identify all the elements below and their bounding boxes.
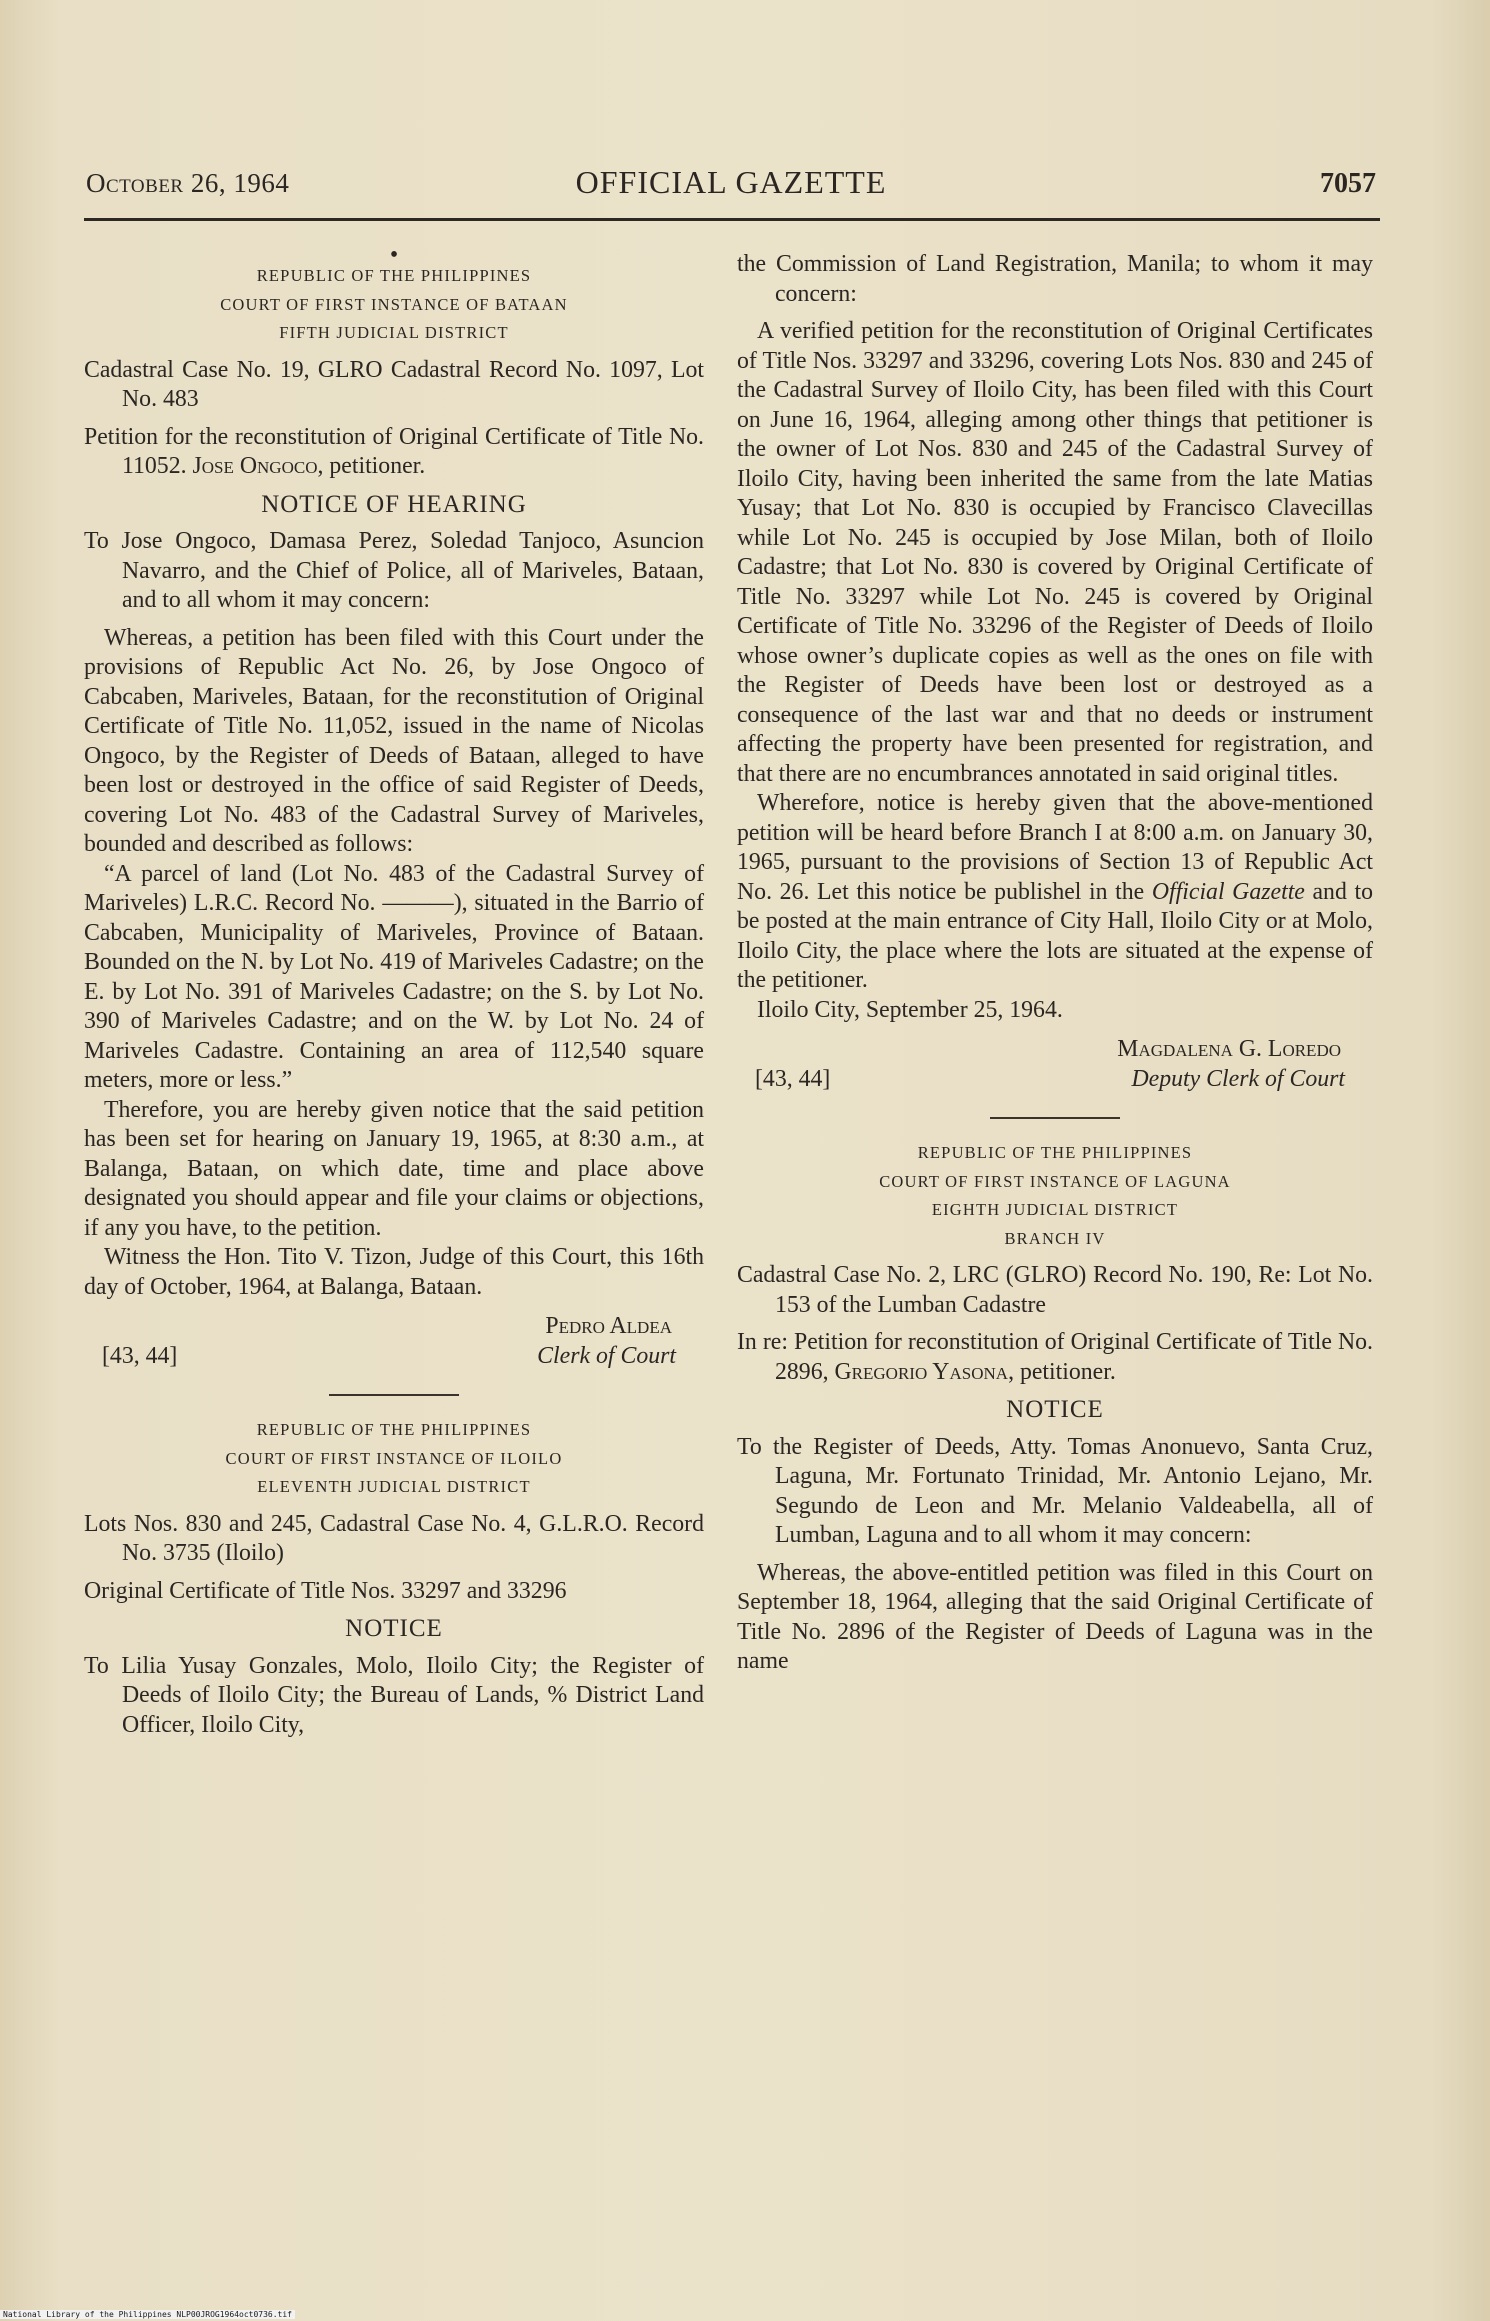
body-paragraph: “A parcel of land (Lot No. 483 of the Cadastral Survey of Mariveles) L.R.C. Record No. ———), situated in the Barrio of Cabcaben, Municipality of Mariveles, Province of Bataan. Bounded on the N. by Lot No. 419 of Mariveles Cadastre; on the E. by Lot No. 391 of Mariveles Cadastre; on the S. by Lot No. 390 of Mariveles Cadastre; and on the W. by Lot No. 24 of Mariveles Cadastre. Containing an area of 112,540 square meters, more or less.” <box>84 860 704 1093</box>
court-line: ELEVENTH JUDICIAL DISTRICT <box>257 1477 531 1496</box>
petition-text: In re: Petition for reconstitution of Original Certificate of Title No. 2896, <box>737 1329 1373 1385</box>
addressees: To Lilia Yusay Gonzales, Molo, Iloilo City; the Register of Deeds of Iloilo City; the Bureau of Lands, % District Land Officer, Iloilo City, <box>84 1652 704 1738</box>
body-paragraph: A verified petition for the reconstitution of Original Certificates of Title Nos. 33297 and 33296, covering Lots Nos. 830 and 245 of the Cadastral Survey of Iloilo City, has been filed with this Court on June 16, 1964, alleging among other things that petitioner is the owner of Lot Nos. 830 and 245 of the Cadastral Survey of Iloilo City, having been inherited the same from the late Matias Yusay; that Lot No. 830 is occupied by Francisco Clavecillas while Lot No. 245 is occupied by Jose Milan, both of Iloilo Cadastre; that Lot No. 830 is covered by Original Certificate of Title No. 33297 while Lot No. 245 is covered by Original Certificate of Title No. 33296 of the Register of Deeds of Iloilo whose owner’s duplicate copies as well as the ones on file with the Register of Deeds have been lost or destroyed as a consequence of the last war and that no deeds or instrument affecting the property have been presented for registration, and that there are no encumbrances annotated in said original titles. <box>737 318 1373 787</box>
court-line: REPUBLIC OF THE PHILIPPINES <box>256 1420 532 1439</box>
signer-name: Pedro Aldea <box>545 1313 672 1339</box>
body-paragraph: Witness the Hon. Tito V. Tizon, Judge of this Court, this 16th day of October, 1964, at Balanga, Bataan. <box>84 1244 704 1300</box>
court-line: REPUBLIC OF THE PHILIPPINES <box>917 1143 1193 1162</box>
place-date: Iloilo City, September 25, 1964. <box>757 996 1063 1023</box>
paragraph-text: and to be posted at the main entrance of City Hall, Iloilo City or at Molo, Iloilo City, the place where the lots are situated at the expense of the petitioner. <box>737 878 1373 993</box>
body-paragraph: Whereas, a petition has been filed with this Court under the provisions of Republic Act No. 26, by Jose Ongoco of Cabcaben, Mariveles, Bataan, for the reconstitution of Original Certificate of Title No. 11,052, issued in the name of Nicolas Ongoco, by the Register of Deeds of Bataan, alleged to have been lost or destroyed in the office of said Register of Deeds, covering Lot No. 483 of the Cadastral Survey of Mariveles, bounded and described as follows: <box>84 624 704 857</box>
body-paragraph: Whereas, the above-entitled petition was filed in this Court on September 18, 1964, alleging that the said Original Certificate of Title No. 2896 of the Register of Deeds of Laguna was in the name <box>737 1559 1373 1674</box>
petition-caption <box>737 1328 1373 1387</box>
signature-block <box>737 1035 1373 1099</box>
right-column <box>737 250 1373 1677</box>
court-line: REPUBLIC OF THE PHILIPPINES <box>256 266 532 285</box>
petitioner-name: Gregorio Yasona <box>834 1358 1009 1385</box>
lots-caption: Lots Nos. 830 and 245, Cadastral Case No. 4, G.L.R.O. Record No. 3735 (Iloilo) <box>84 1510 704 1566</box>
petition-text: Petition for the reconstitution of Original Certificate of Title No. 11052. <box>84 423 704 479</box>
header-page-number: 7057 <box>1320 168 1376 199</box>
section-divider <box>329 1394 459 1396</box>
signature-block <box>84 1312 704 1376</box>
petitioner-suffix: , petitioner. <box>317 453 426 479</box>
body-paragraph: Therefore, you are hereby given notice that the said petition has been set for hearing on January 19, 1965, at 8:30 a.m., at Balanga, Bataan, on which date, time and place above designated you should appear and file your claims or objections, if any you have, to the petition. <box>84 1096 704 1241</box>
signer-title: Clerk of Court <box>537 1343 676 1369</box>
body-paragraph <box>737 789 1373 996</box>
petitioner-name: Jose Ongoco <box>192 453 318 479</box>
signer-title: Deputy Clerk of Court <box>1131 1066 1345 1092</box>
petition-caption <box>84 423 704 482</box>
issue-numbers: [43, 44] <box>755 1066 831 1092</box>
header-rule <box>84 218 1380 221</box>
header-title: OFFICIAL GAZETTE <box>575 164 887 200</box>
court-line: EIGHTH JUDICIAL DISTRICT <box>931 1200 1179 1219</box>
court-line: FIFTH JUDICIAL DISTRICT <box>279 323 509 342</box>
notice-title: NOTICE <box>345 1615 443 1642</box>
header-date: October 26, 1964 <box>86 168 290 198</box>
signer-name: Magdalena G. Loredo <box>1117 1036 1341 1062</box>
case-caption: Cadastral Case No. 19, GLRO Cadastral Record No. 1097, Lot No. 483 <box>84 356 704 412</box>
addressees-continued: the Commission of Land Registration, Manila; to whom it may concern: <box>737 251 1373 307</box>
court-line: BRANCH IV <box>1004 1228 1106 1248</box>
scan-footer: National Library of the Philippines NLP00JROG1964oct0736.tif <box>0 2310 295 2319</box>
court-line: COURT OF FIRST INSTANCE OF LAGUNA <box>879 1171 1231 1191</box>
court-line: COURT OF FIRST INSTANCE OF BATAAN <box>220 294 568 314</box>
section-divider <box>990 1117 1120 1119</box>
addressees: To Jose Ongoco, Damasa Perez, Soledad Tanjoco, Asuncion Navarro, and the Chief of Police, all of Mariveles, Bataan, and to all whom it may concern: <box>84 528 704 613</box>
iloilo-court-heading <box>84 1416 704 1502</box>
court-line: COURT OF FIRST INSTANCE OF ILOILO <box>225 1448 563 1468</box>
laguna-court-heading <box>737 1139 1373 1253</box>
petitioner-suffix: , petitioner. <box>1008 1358 1116 1385</box>
left-column <box>84 242 704 1748</box>
notice-title: NOTICE <box>1006 1396 1104 1423</box>
gazette-name: Official Gazette <box>1151 878 1305 905</box>
notice-title: NOTICE OF HEARING <box>261 490 527 518</box>
page-header <box>86 164 1376 210</box>
oct-caption: Original Certificate of Title Nos. 33297 and 33296 <box>84 1577 567 1604</box>
issue-numbers: [43, 44] <box>102 1343 178 1369</box>
addressees: To the Register of Deeds, Atty. Tomas Anonuevo, Santa Cruz, Laguna, Mr. Fortunato Trinidad, Mr. Antonio Lejano, Mr. Segundo de Leon and Mr. Melanio Valdeabella, all of Lumban, Laguna and to all whom it may concern: <box>737 1433 1373 1548</box>
ink-dot: • <box>389 242 399 268</box>
bataan-court-heading <box>84 262 704 348</box>
case-caption: Cadastral Case No. 2, LRC (GLRO) Record No. 190, Re: Lot No. 153 of the Lumban Cadastre <box>737 1262 1373 1318</box>
paragraph-text: Wherefore, notice is hereby given that the above-mentioned petition will be heard before Branch I at 8:00 a.m. on January 30, 1965, pursuant to the provisions of Section 13 of Republic Act No. 26. Let this notice be publishel in the <box>737 790 1373 905</box>
